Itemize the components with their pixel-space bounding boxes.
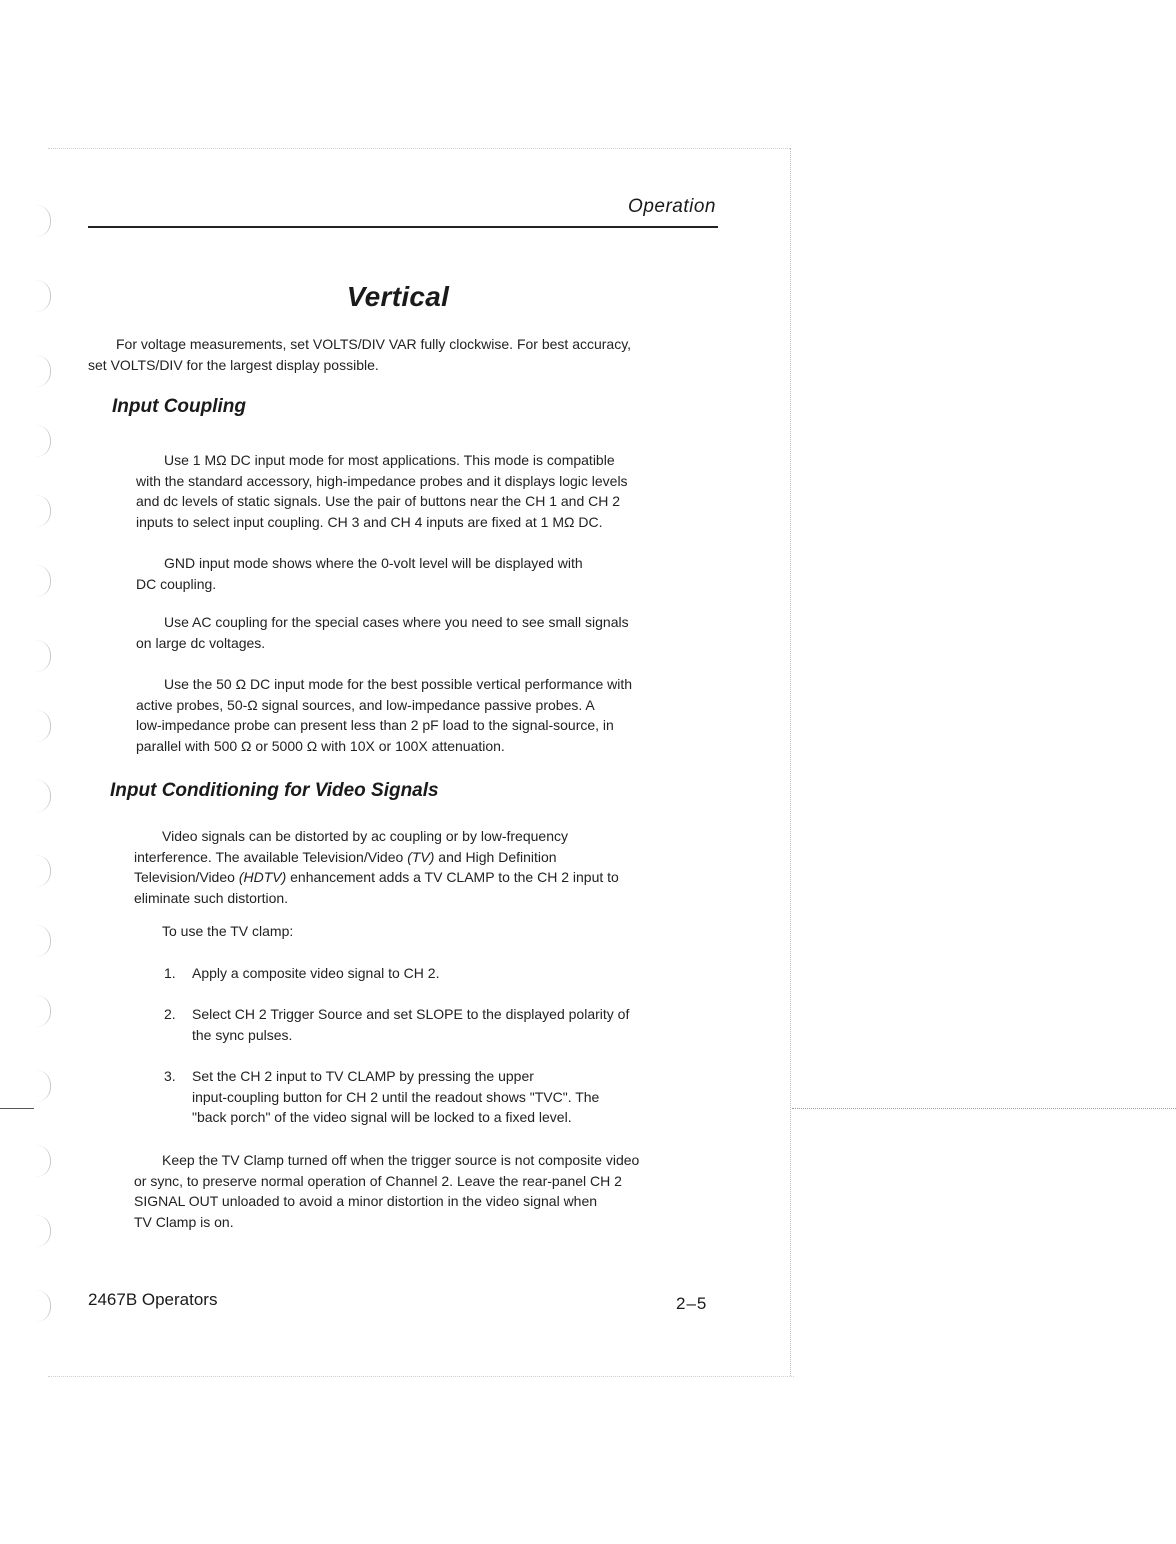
scan-mark-right — [792, 1108, 1176, 1109]
input-coupling-paragraph-4: Use the 50 Ω DC input mode for the best possible vertical performance with active probes, 50-Ω signal sources, and low-impedance passive probes. A low-impedance probe can present less than 2 pF load to the signal-source, in parallel with 500 Ω or 5000 Ω with 10X or 100X attenuation. — [136, 676, 633, 754]
binder-hole — [36, 495, 51, 527]
tv-clamp-intro: To use the TV clamp: — [162, 923, 294, 939]
binder-hole — [36, 280, 51, 312]
step-text: Apply a composite video signal to CH 2. — [192, 965, 440, 981]
binder-hole — [36, 925, 51, 957]
binder-hole — [36, 780, 51, 812]
binder-hole — [36, 710, 51, 742]
step-number: 3. — [164, 1068, 176, 1084]
step-text: Select CH 2 Trigger Source and set SLOPE to the displayed polarity of the sync pulses. — [192, 1006, 630, 1043]
binder-hole — [36, 425, 51, 457]
binder-hole — [36, 1290, 51, 1322]
binder-hole — [36, 1145, 51, 1177]
section-heading-video-signals: Input Conditioning for Video Signals — [110, 780, 439, 801]
section-label: Operation — [628, 196, 716, 217]
binder-hole — [36, 855, 51, 887]
binder-hole — [36, 640, 51, 672]
manual-title: 2467B Operators — [88, 1290, 218, 1309]
scan-border-right — [790, 148, 791, 1376]
binder-hole — [36, 355, 51, 387]
step-text: Set the CH 2 input to TV CLAMP by pressing the upper input-coupling button for CH 2 until the readout shows "TVC". The "back porch" of the video signal will be locked to a fixed level. — [192, 1068, 600, 1125]
scan-border-bottom — [48, 1376, 794, 1377]
scan-border-top — [48, 148, 790, 149]
intro-paragraph: For voltage measurements, set VOLTS/DIV VAR fully clockwise. For best accuracy, set VOLTS/DIV for the largest display possible. — [88, 336, 632, 373]
binder-hole — [36, 565, 51, 597]
binder-hole — [36, 1070, 51, 1102]
video-paragraph-1: Video signals can be distorted by ac coupling or by low-frequency interference. The available Television/Video (TV) and High Definition Television/Video (HDTV) enhancement adds a TV CLAMP to the CH 2 input to eliminate such distortion. — [134, 828, 619, 906]
page-title: Vertical — [346, 280, 450, 312]
binder-hole — [36, 1215, 51, 1247]
video-closing-paragraph: Keep the TV Clamp turned off when the trigger source is not composite video or sync, to preserve normal operation of Channel 2. Leave the rear-panel CH 2 SIGNAL OUT unloaded to avoid a minor distortion in the video signal when TV Clamp is on. — [134, 1152, 640, 1230]
input-coupling-paragraph-3: Use AC coupling for the special cases where you need to see small signals on large dc voltages. — [136, 614, 629, 651]
scan-mark-left — [0, 1108, 34, 1109]
page-number: 2–5 — [676, 1294, 708, 1313]
binder-hole — [36, 995, 51, 1027]
step-number: 1. — [164, 965, 176, 981]
input-coupling-paragraph-2: GND input mode shows where the 0-volt level will be displayed with DC coupling. — [136, 555, 583, 592]
step-number: 2. — [164, 1006, 176, 1022]
section-heading-input-coupling: Input Coupling — [112, 396, 247, 417]
binder-hole — [36, 205, 51, 237]
running-header — [88, 196, 718, 228]
input-coupling-paragraph-1: Use 1 MΩ DC input mode for most applications. This mode is compatible with the standard accessory, high-impedance probes and it displays logic levels and dc levels of static signals. Use the pair of buttons near the CH 1 and CH 2 inputs to select input coupling. CH 3 and CH 4 inputs are fixed at 1 MΩ DC. — [136, 452, 628, 530]
